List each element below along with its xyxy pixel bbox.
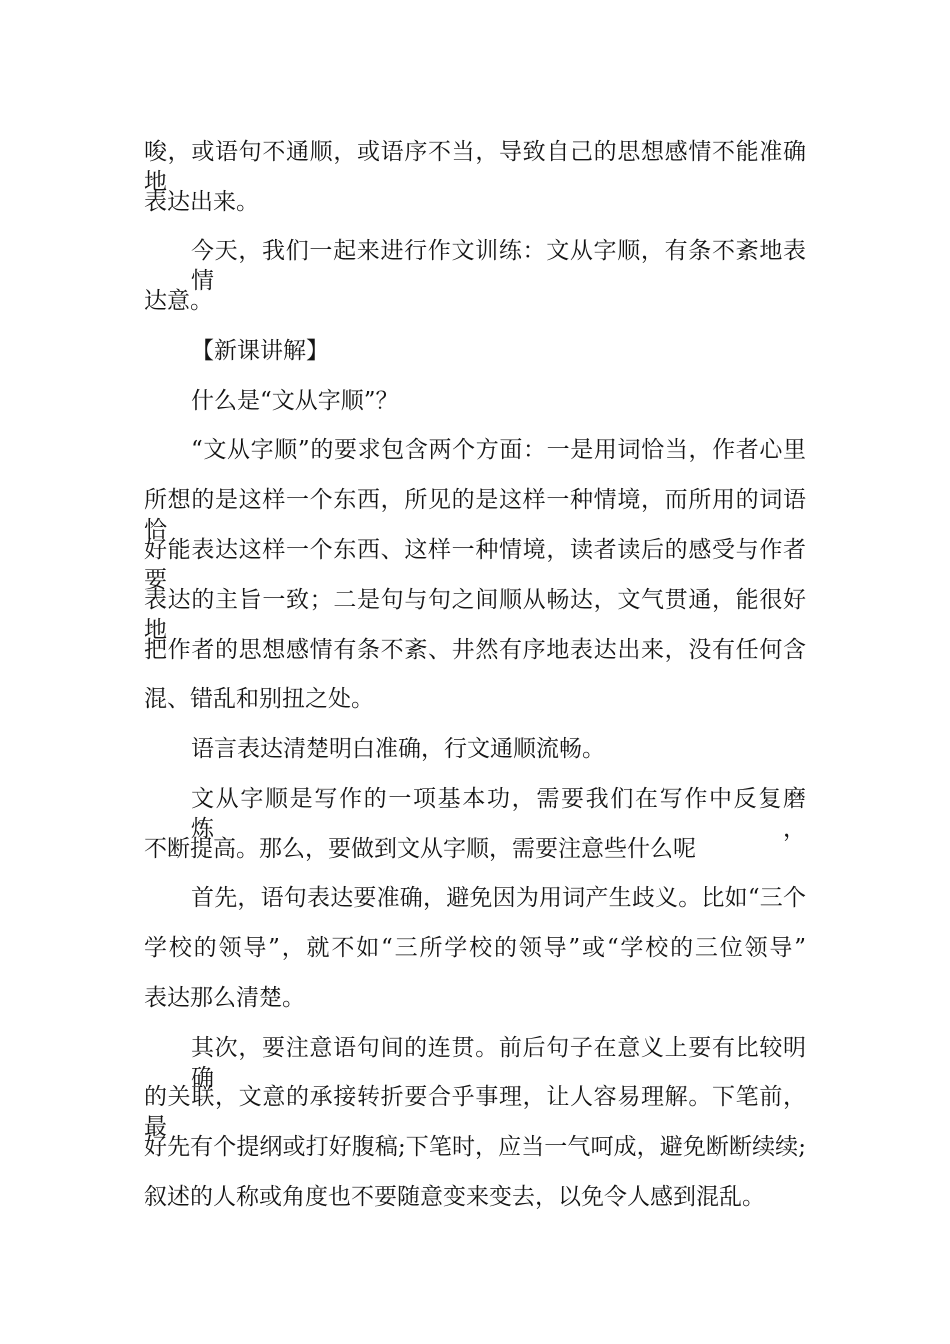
text-line: 混、错乱和别扭之处。 (144, 686, 374, 712)
text-line: 表达的主旨一致；二是句与句之间顺从畅达，文气贯通，能很好地 (144, 587, 806, 643)
text-line: 首先，语句表达要准确，避免因为用词产生歧义。比如“三个 (191, 885, 806, 911)
text-line: 所想的是这样一个东西，所见的是这样一种情境，而所用的词语恰 (144, 487, 806, 543)
text-line: 好能表达这样一个东西、这样一种情境，读者读后的感受与作者要 (144, 537, 806, 593)
text-line: 的关联，文意的承接转折要合乎事理，让人容易理解。下笔前，最 (144, 1084, 806, 1140)
text-line: 把作者的思想感情有条不紊、井然有序地表达出来，没有任何含 (144, 637, 806, 663)
section-heading: 【新课讲解】 (191, 338, 329, 364)
text-line: 表达那么清楚。 (144, 985, 305, 1011)
text-line: 表达出来。 (144, 189, 259, 215)
text-line: 什么是“文从字顺”？ (191, 388, 399, 414)
text-line: 其次，要注意语句间的连贯。前后句子在意义上要有比较明确 (191, 1035, 806, 1091)
text-line: 学校的领导”，就不如“三所学校的领导”或“学校的三位领导” (144, 935, 806, 961)
text-line: 今天，我们一起来进行作文训练：文从字顺，有条不紊地表情 (191, 238, 806, 294)
text-line: 好先有个提纲或打好腹稿;下笔时，应当一气呵成，避免断断续续; (144, 1134, 806, 1160)
text-line: 语言表达清楚明白准确，行文通顺流畅。 (191, 736, 605, 762)
text-line: 唆，或语句不通顺，或语序不当，导致自己的思想感情不能准确地 (144, 139, 806, 195)
text-line: 达意。 (144, 288, 213, 314)
text-line: 文从字顺是写作的一项基本功，需要我们在写作中反复磨炼， (191, 786, 806, 842)
text-line: 叙述的人称或角度也不要随意变来变去，以免令人感到混乱。 (144, 1184, 765, 1210)
text-line: 不断提高。那么，要做到文从字顺，需要注意些什么呢 (144, 836, 696, 862)
text-line: “文从字顺”的要求包含两个方面：一是用词恰当，作者心里 (191, 437, 806, 463)
